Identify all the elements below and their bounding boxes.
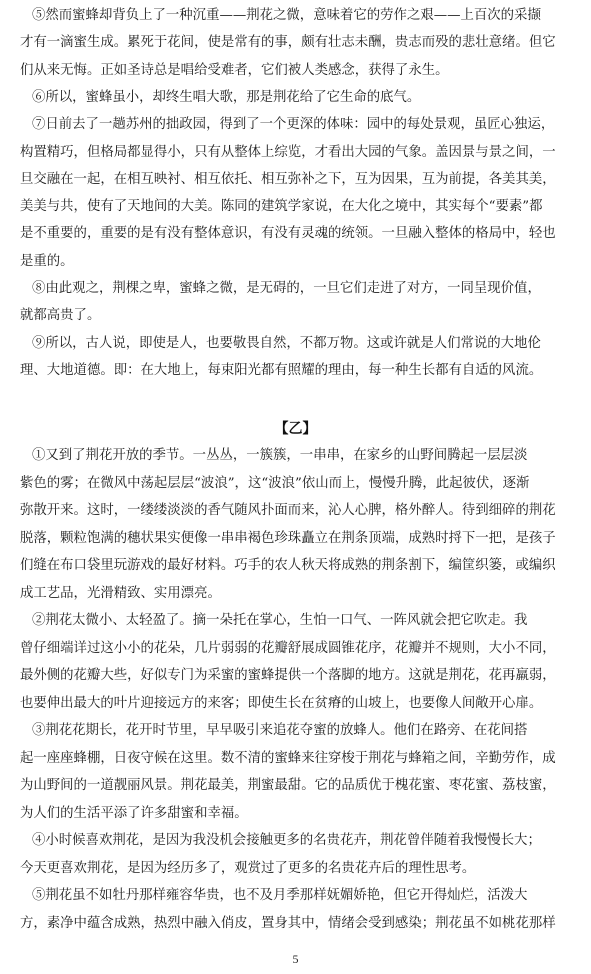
text-line: 曾仔细端详过这小小的花朵，几片弱弱的花瓣舒展成圆锥花序，花瓣并不规则，大小不同， <box>20 640 556 656</box>
text-line: ⑥所以，蜜蜂虽小，却终生唱大歌，那是荆花给了它生命的底气。 <box>32 89 421 105</box>
text-line: ⑤然而蜜蜂却背负上了一种沉重——荆花之微，意味着它的劳作之艰——上百次的采撷 <box>32 8 541 23</box>
text-line: 最外侧的花瓣大些，好似专门为采蜜的蜜蜂提供一个落脚的地方。这就是荆花，花再羸弱， <box>20 668 556 683</box>
text-line: 也要伸出最大的叶片迎接远方的来客；即使生长在贫瘠的山坡上，也要像人间敞开心扉。 <box>20 695 543 711</box>
text-line: 是不重要的，重要的是有没有整体意识，有没有灵魂的统领。一旦融入整体的格局中，轻也 <box>20 226 556 242</box>
text-line: ③荆花花期长，花开时节里，早早吸引来追花夺蜜的放蜂人。他们在路旁、在花间搭 <box>32 723 528 738</box>
text-line: 弥散开来。这时，一缕缕淡淡的香气随风扑面而来，沁人心脾，格外醉人。待到细碎的荆花 <box>20 503 556 518</box>
text-line: 是重的。 <box>20 253 74 269</box>
text-line: 起一座座蜂棚，日夜守候在这里。数不清的蜜蜂来往穿梭于荆花与蜂箱之间，辛勤劳作，成 <box>20 750 556 766</box>
text-line: 紫色的雾；在微风中荡起层层“波浪”，这“波浪”依山而上，慢慢升腾，此起彼伏，逐渐 <box>20 475 530 491</box>
text-line: 构置精巧，但格局都显得小，只有从整体上综览，才看出大园的气象。盖因景与景之间，一 <box>20 144 556 160</box>
text-line: 为山野间的一道靓丽风景。荆花最美，荆蜜最甜。它的品质优于槐花蜜、枣花蜜、荔枝蜜， <box>20 778 556 793</box>
page-number: 5 <box>292 952 299 966</box>
text-line: 为人们的生活平添了许多甜蜜和幸福。 <box>20 805 248 821</box>
text-line: 才有一滴蜜生成。累死于花间，使是常有的事，颇有壮志未酬，贵志而殁的悲壮意绪。但它 <box>20 35 556 51</box>
text-line: ⑦日前去了一趟苏州的拙政园，得到了一个更深的体味：园中的每处景观，虽匠心独运， <box>32 117 555 133</box>
text-line: 们缝在布口袋里玩游戏的最好材料。巧手的农人秋天将成熟的荆条割下，编筐织篓，或编织 <box>20 558 556 573</box>
text-line: 旦交融在一起，在相互映衬、相互依托、相互弥补之下，互为因果，互为前提，各美其美， <box>20 171 556 187</box>
text-line: ⑨所以，古人说，即使是人，也要敬畏自然，不都万物。这或许就是人们常说的大地伦 <box>32 335 541 351</box>
text-line: 方，素净中蕴含成熟，热烈中融入俏皮，置身其中，情绪会受到感染；荆花虽不如桃花那样 <box>20 915 556 931</box>
text-line: 就都高贵了。 <box>20 308 101 324</box>
text-line: ⑤荆花虽不如牡丹那样雍容华贵，也不及月季那样妩媚娇艳，但它开得灿烂，活泼大 <box>32 888 528 903</box>
text-line: 们从来无悔。正如圣诗总是唱给受难者，它们被人类感念，获得了永生。 <box>20 62 449 78</box>
text-line: ①又到了荆花开放的季节。一丛丛，一簇簇，一串串，在家乡的山野间腾起一层层淡 <box>32 448 528 463</box>
text-line: ④小时候喜欢荆花，是因为我没机会接触更多的名贵花卉，荆花曾伴随着我慢慢长大； <box>32 833 541 848</box>
section-heading-yi: 【乙】 <box>274 421 317 437</box>
text-line: ②荆花太微小、太轻盈了。摘一朵托在掌心，生怕一口气、一阵风就会把它吹走。我 <box>32 613 528 628</box>
text-line: ⑧由此观之，荆棵之卑，蜜蜂之微，是无碍的，一旦它们走进了对方，一同呈现价值， <box>32 281 541 296</box>
text-line: 理、大地道德。即：在大地上，每束阳光都有照耀的理由，每一种生长都有自适的风流。 <box>20 362 543 378</box>
text-line: 今天更喜欢荆花，是因为经历多了，观赏过了更多的名贵花卉后的理性思考。 <box>20 860 476 876</box>
text-line: 成工艺品，光滑精致、实用漂亮。 <box>20 585 221 601</box>
text-line: 脱落，颗粒饱满的穗状果实便像一串串褐色珍珠矗立在荆条顶端，成熟时捋下一把，是孩子 <box>20 530 556 546</box>
text-line: 美美与共，使有了天地间的大美。陈同的建筑学家说，在大化之境中，其实每个“要素”都 <box>20 199 543 215</box>
